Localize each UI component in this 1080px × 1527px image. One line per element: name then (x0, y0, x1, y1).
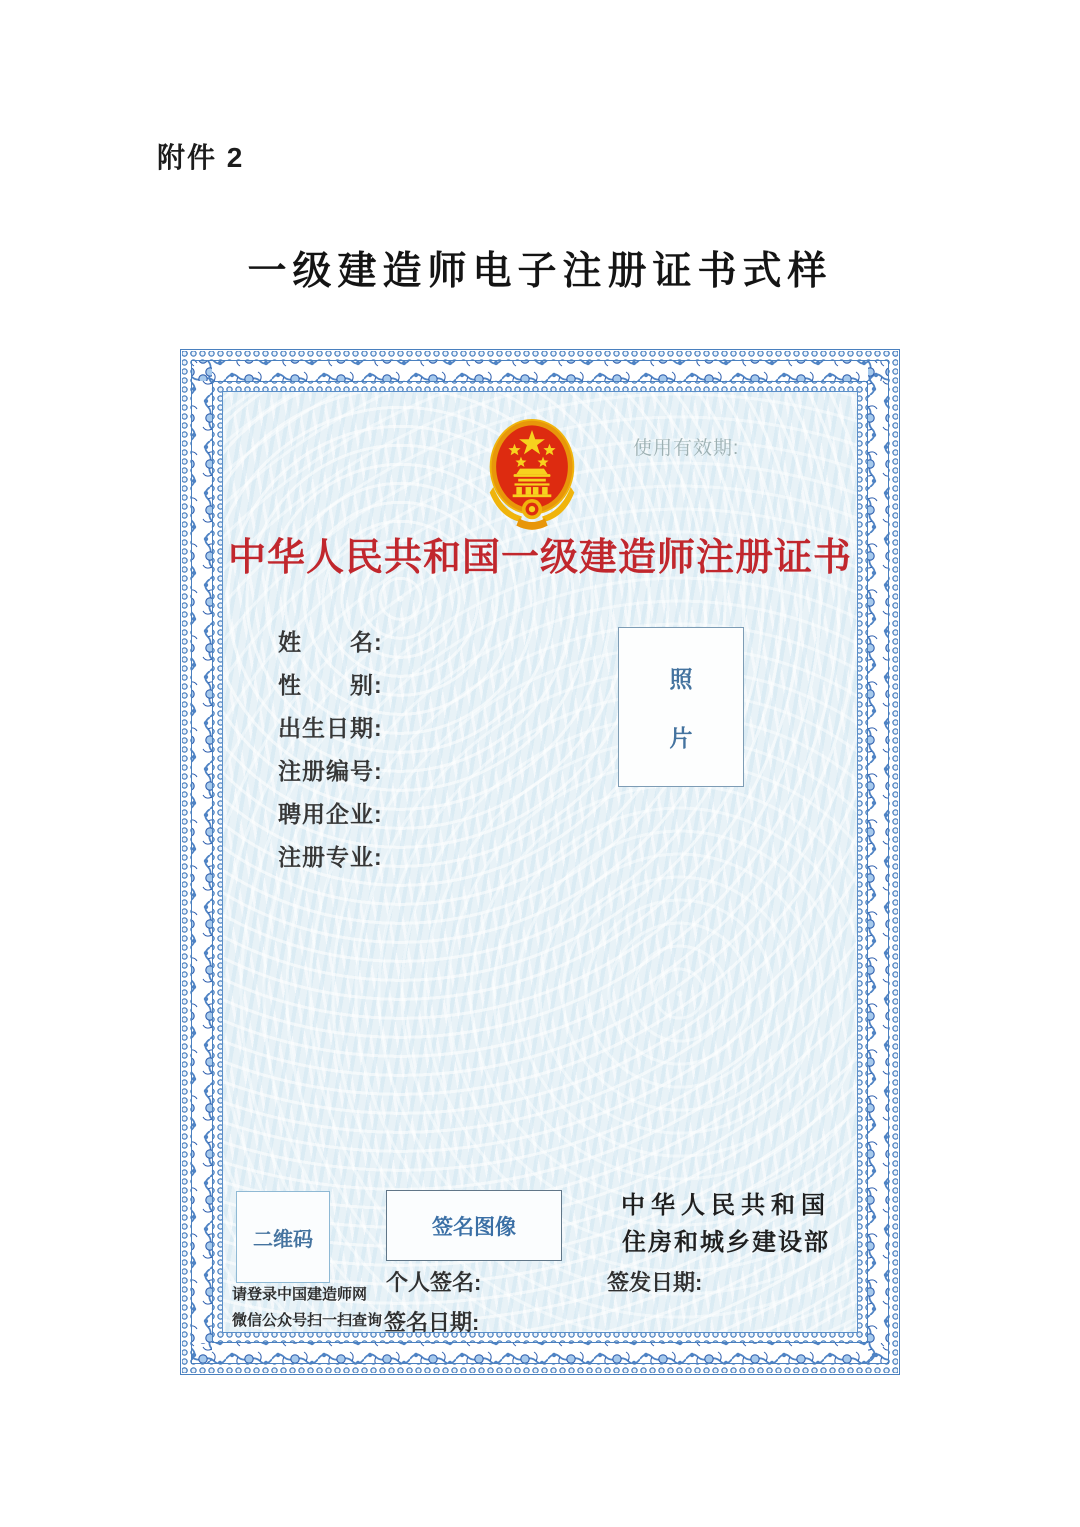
issuer-line-1: 中华人民共和国 (621, 1192, 831, 1219)
field-gender-label: 性 别: (278, 672, 383, 698)
photo-placeholder-box (618, 627, 744, 787)
national-emblem-icon (486, 415, 578, 537)
personal-signature-label: 个人签名: (386, 1270, 482, 1295)
field-birthdate-label: 出生日期: (278, 715, 383, 741)
qr-code-placeholder-box (236, 1191, 330, 1283)
document-title: 一级建造师电子注册证书式样 (247, 250, 833, 293)
photo-placeholder-char-1: 照 (669, 666, 693, 692)
issuer-block (605, 1187, 847, 1261)
field-employer-label: 聘用企业: (278, 801, 383, 827)
signature-date-label: 签名日期: (384, 1310, 480, 1335)
certificate (180, 349, 900, 1375)
certificate-fields (278, 619, 383, 877)
photo-placeholder-char-2: 片 (669, 725, 693, 751)
attachment-label: 附件 2 (157, 142, 245, 173)
validity-label: 使用有效期: (633, 438, 740, 459)
issue-date-label: 签发日期: (607, 1270, 703, 1295)
signature-image-label: 签名图像 (432, 1215, 516, 1239)
field-registration-number-label: 注册编号: (278, 758, 383, 784)
qr-code-label: 二维码 (253, 1228, 313, 1251)
qr-caption-line-2: 微信公众号扫一扫查询 (232, 1312, 383, 1329)
signature-image-box (386, 1190, 562, 1261)
field-name-label: 姓 名: (278, 629, 383, 655)
certificate-title: 中华人民共和国一级建造师注册证书 (227, 537, 852, 579)
qr-caption (232, 1282, 382, 1334)
qr-caption-line-1: 请登录中国建造师网 (232, 1286, 368, 1303)
field-registered-major-label: 注册专业: (278, 844, 383, 870)
issuer-line-2: 住房和城乡建设部 (622, 1229, 830, 1256)
